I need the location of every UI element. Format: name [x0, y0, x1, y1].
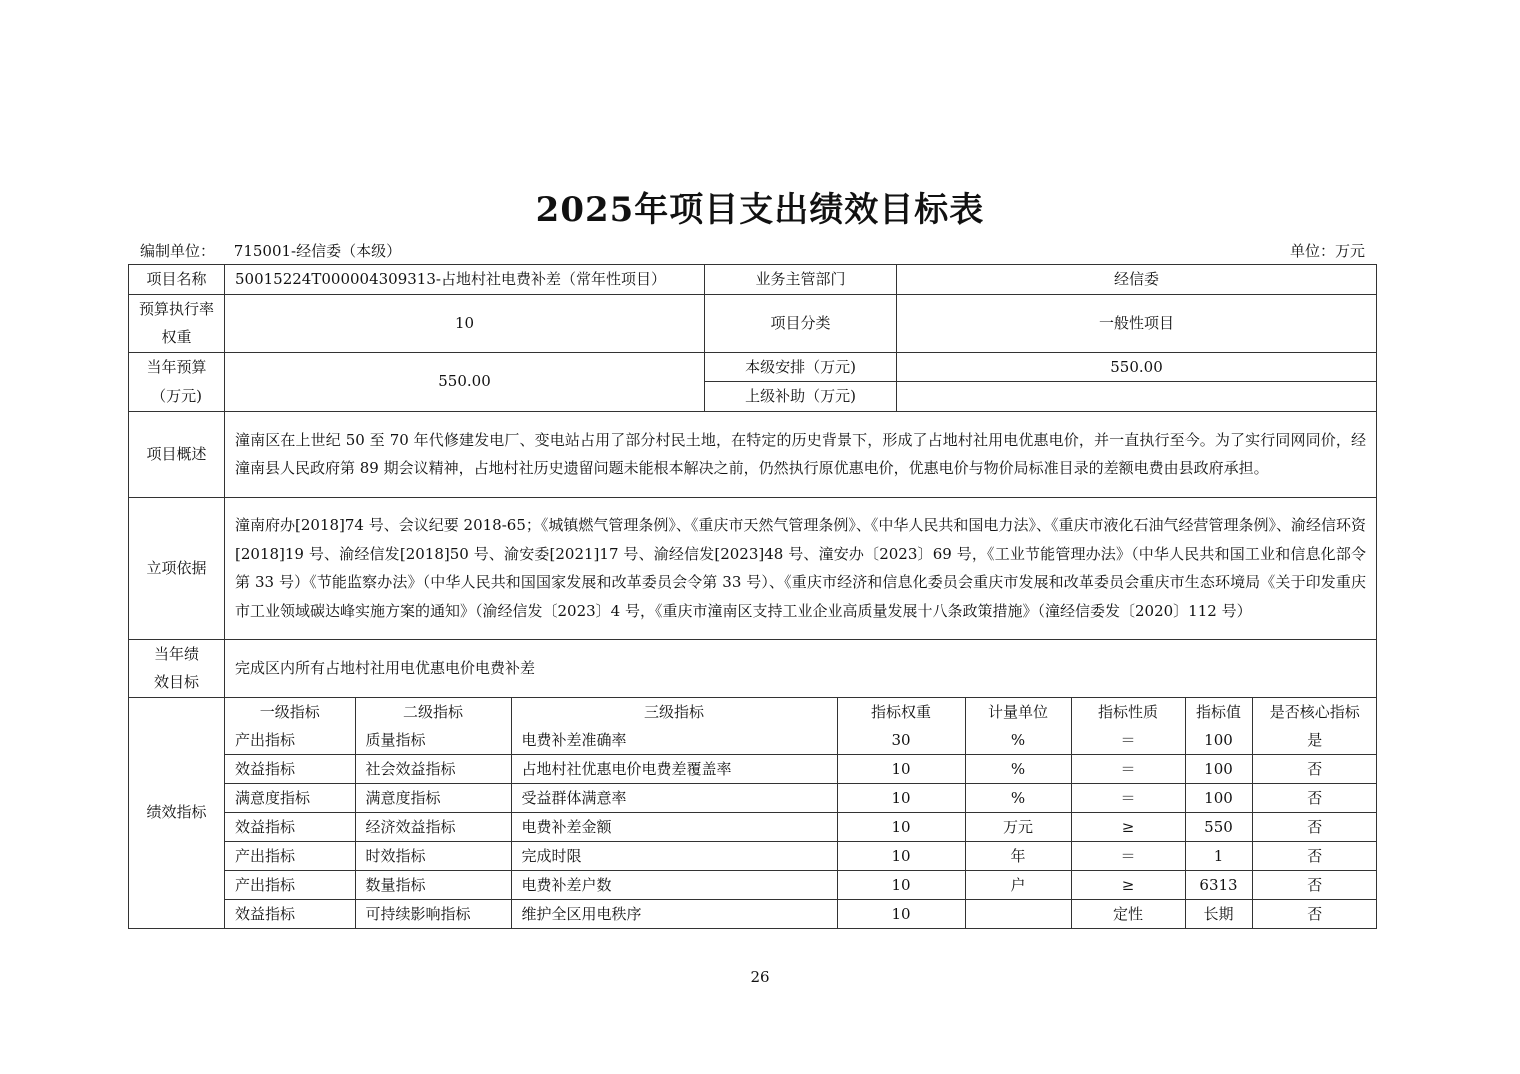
level3-cell: 完成时限: [511, 841, 837, 870]
weight-label: 预算执行率权重: [129, 294, 225, 352]
nature-cell: ≥: [1071, 812, 1185, 841]
dept-label: 业务主管部门: [705, 265, 897, 295]
core-cell: 否: [1252, 812, 1377, 841]
core-cell: 否: [1252, 841, 1377, 870]
goal-label: 当年绩效目标: [129, 639, 225, 697]
project-name-label: 项目名称: [129, 265, 225, 295]
level2-cell: 可持续影响指标: [355, 899, 511, 928]
value-cell: 100: [1185, 754, 1252, 783]
unit-cell: %: [965, 726, 1071, 755]
basis-text: 潼南府办[2018]74 号、会议纪要 2018-65；《城镇燃气管理条例》、《重庆市天然气管理条例》、《中华人民共和国电力法》、《重庆市液化石油气经营管理条例》、渝经信环资[2018]19 号、渝经信发[2018]50 号、渝安委[2021]17 号、渝经信发[2023]48 号、潼安办〔2023〕69 号，《工业节能管理办法》（中华人民共和国工业和信息化部令第 33 号）《节能监察办法》（中华人民共和国国家发展和改革委员会令第 33 号）、《重庆市经济和信息化委员会重庆市发展和改革委员会重庆市生态环境局《关于印发重庆市工业领域碳达峰实施方案的通知》（渝经信发〔2023〕4 号，《重庆市潼南区支持工业企业高质量发展十八条政策措施》（潼经信委发〔2020〕112 号）: [225, 497, 1377, 639]
header-level3: 三级指标: [511, 698, 837, 726]
compiling-unit: [140, 240, 401, 261]
indicators-table: [225, 698, 1377, 928]
value-cell: 550: [1185, 812, 1252, 841]
table-row: [225, 841, 1377, 870]
indicators-cell: [225, 697, 1377, 928]
value-cell: 6313: [1185, 870, 1252, 899]
level1-cell: 效益指标: [225, 754, 355, 783]
overview-text: 潼南区在上世纪 50 至 70 年代修建发电厂、变电站占用了部分村民土地，在特定的历史背景下，形成了占地村社用电优惠电价，并一直执行至今。为了实行同网同价，经潼南县人民政府第 89 期会议精神，占地村社历史遗留问题未能根本解决之前，仍然执行原优惠电价，优惠电价与物价局标准目录的差额电费由县政府承担。: [225, 411, 1377, 497]
upper-subsidy-value: [897, 382, 1377, 412]
category-label: 项目分类: [705, 294, 897, 352]
weight-cell: 10: [837, 841, 965, 870]
core-cell: 否: [1252, 899, 1377, 928]
header-value: 指标值: [1185, 698, 1252, 726]
unit-cell: %: [965, 783, 1071, 812]
core-cell: 否: [1252, 783, 1377, 812]
unit-cell: 年: [965, 841, 1071, 870]
header-unit: 计量单位: [965, 698, 1071, 726]
own-arrangement-value: 550.00: [897, 352, 1377, 382]
level3-cell: 占地村社优惠电价电费差覆盖率: [511, 754, 837, 783]
level2-cell: 社会效益指标: [355, 754, 511, 783]
indicators-header-row: [225, 698, 1377, 726]
category-value: 一般性项目: [897, 294, 1377, 352]
currency-unit: 单位：万元: [1289, 242, 1365, 260]
budget-value: 550.00: [225, 352, 705, 411]
weight-cell: 30: [837, 726, 965, 755]
level1-cell: 产出指标: [225, 726, 355, 755]
weight-cell: 10: [837, 783, 965, 812]
level1-cell: 满意度指标: [225, 783, 355, 812]
table-row: [225, 754, 1377, 783]
unit-cell: %: [965, 754, 1071, 783]
level1-cell: 产出指标: [225, 841, 355, 870]
level2-cell: 经济效益指标: [355, 812, 511, 841]
core-cell: 是: [1252, 726, 1377, 755]
own-arrangement-label: 本级安排（万元): [705, 352, 897, 382]
unit-cell: [965, 899, 1071, 928]
header-level1: 一级指标: [225, 698, 355, 726]
weight-cell: 10: [837, 899, 965, 928]
level3-cell: 维护全区用电秩序: [511, 899, 837, 928]
nature-cell: ＝: [1071, 783, 1185, 812]
level2-cell: 数量指标: [355, 870, 511, 899]
header-weight: 指标权重: [837, 698, 965, 726]
indicators-label: 绩效指标: [129, 697, 225, 928]
upper-subsidy-label: 上级补助（万元): [705, 382, 897, 412]
weight-cell: 10: [837, 754, 965, 783]
budget-label: 当年预算（万元): [129, 352, 225, 411]
level1-cell: 效益指标: [225, 812, 355, 841]
nature-cell: 定性: [1071, 899, 1185, 928]
header-core: 是否核心指标: [1252, 698, 1377, 726]
overview-label: 项目概述: [129, 411, 225, 497]
value-cell: 100: [1185, 783, 1252, 812]
nature-cell: ＝: [1071, 841, 1185, 870]
nature-cell: ＝: [1071, 726, 1185, 755]
level3-cell: 电费补差准确率: [511, 726, 837, 755]
level1-cell: 产出指标: [225, 870, 355, 899]
page-number: 26: [750, 968, 770, 986]
level2-cell: 满意度指标: [355, 783, 511, 812]
core-cell: 否: [1252, 754, 1377, 783]
weight-cell: 10: [837, 870, 965, 899]
compiling-unit-label: 编制单位：: [140, 242, 216, 260]
unit-cell: 户: [965, 870, 1071, 899]
value-cell: 100: [1185, 726, 1252, 755]
value-cell: 1: [1185, 841, 1252, 870]
level2-cell: 质量指标: [355, 726, 511, 755]
level3-cell: 电费补差金额: [511, 812, 837, 841]
value-cell: 长期: [1185, 899, 1252, 928]
compiling-unit-value: 715001-经信委（本级）: [233, 242, 402, 260]
performance-table: [128, 264, 1377, 929]
table-row: [225, 726, 1377, 755]
table-row: [225, 899, 1377, 928]
level2-cell: 时效指标: [355, 841, 511, 870]
weight-cell: 10: [837, 812, 965, 841]
table-row: [225, 870, 1377, 899]
core-cell: 否: [1252, 870, 1377, 899]
level3-cell: 电费补差户数: [511, 870, 837, 899]
header-nature: 指标性质: [1071, 698, 1185, 726]
dept-value: 经信委: [897, 265, 1377, 295]
header-level2: 二级指标: [355, 698, 511, 726]
basis-label: 立项依据: [129, 497, 225, 639]
project-name-value: 50015224T000004309313-占地村社电费补差（常年性项目）: [225, 265, 705, 295]
level1-cell: 效益指标: [225, 899, 355, 928]
table-row: [225, 783, 1377, 812]
nature-cell: ＝: [1071, 754, 1185, 783]
page-title: 2025年项目支出绩效目标表: [535, 190, 985, 230]
goal-text: 完成区内所有占地村社用电优惠电价电费补差: [225, 639, 1377, 697]
table-row: [225, 812, 1377, 841]
weight-value: 10: [225, 294, 705, 352]
unit-cell: 万元: [965, 812, 1071, 841]
level3-cell: 受益群体满意率: [511, 783, 837, 812]
nature-cell: ≥: [1071, 870, 1185, 899]
